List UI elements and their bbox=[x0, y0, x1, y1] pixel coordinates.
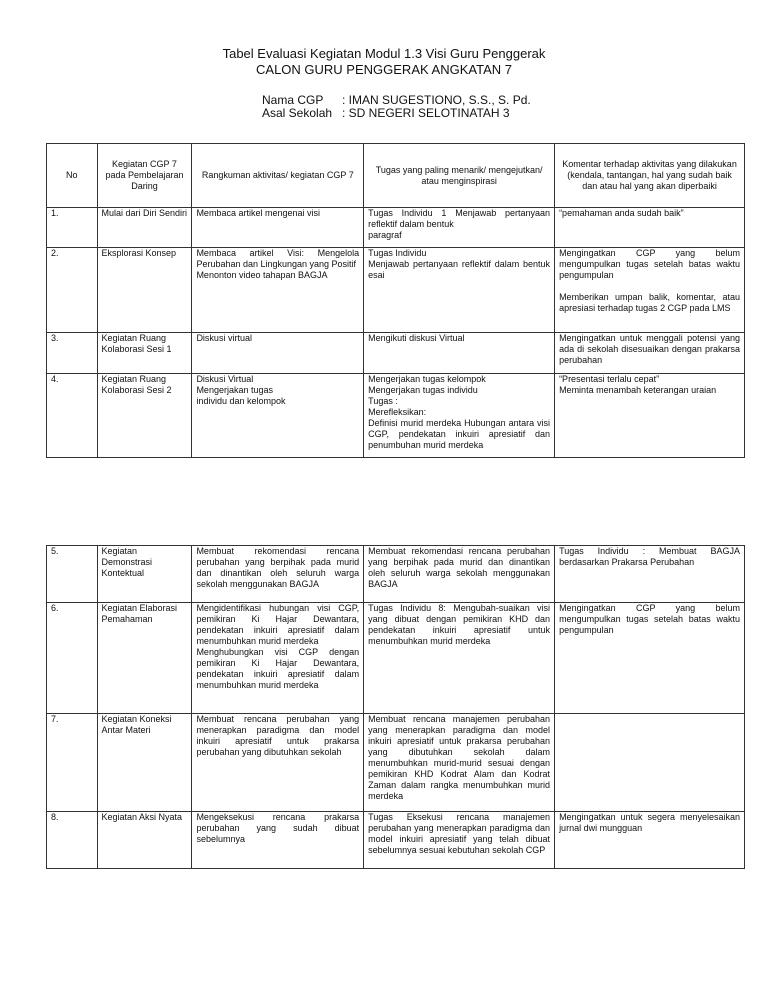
row-number: 7. bbox=[47, 714, 98, 812]
tugas-line: Membuat rekomendasi rencana perubahan yang berpihak pada murid dan dinantikan oleh seluruh warga sekolah menggunakan BAGJA bbox=[368, 546, 551, 589]
column-header-rangkuman: Rangkuman aktivitas/ kegiatan CGP 7 bbox=[192, 144, 364, 208]
komentar-line: Memberikan umpan balik, komentar, atau apresiasi terhadap tugas 2 CGP pada LMS bbox=[559, 292, 740, 313]
row-rangkuman bbox=[192, 333, 364, 374]
row-tugas bbox=[364, 812, 555, 869]
row-tugas bbox=[364, 208, 555, 248]
column-header-kegiatan: Kegiatan CGP 7 pada Pembelajaran Daring bbox=[97, 144, 192, 208]
komentar-line: Mengingatkan CGP yang belum mengumpulkan tugas setelah batas waktu pengumpulan bbox=[559, 248, 740, 280]
row-rangkuman bbox=[192, 248, 364, 333]
table-row bbox=[47, 208, 745, 248]
table-row bbox=[47, 812, 745, 869]
komentar-line: “Presentasi terlalu cepat” bbox=[559, 374, 660, 384]
row-komentar bbox=[555, 374, 745, 458]
row-komentar bbox=[555, 714, 745, 812]
row-tugas bbox=[364, 546, 555, 603]
tugas-line: Tugas Individu 1 Menjawab pertanyaan reflektif dalam bentuk bbox=[368, 208, 551, 229]
table-row bbox=[47, 714, 745, 812]
evaluation-table-page-1 bbox=[46, 143, 745, 458]
row-number: 8. bbox=[47, 812, 98, 869]
row-tugas bbox=[364, 714, 555, 812]
rangkuman-line: Diskusi Virtual bbox=[196, 374, 254, 384]
tugas-line: Tugas Individu 8: Mengubah-suaikan visi yang dibuat dengan pemikiran KHD dan pendekatan inkuiri apresiatif untuk menumbuhkan murid merdeka bbox=[368, 603, 551, 646]
tugas-line: paragraf bbox=[368, 230, 402, 240]
rangkuman-line: individu dan kelompok bbox=[196, 396, 286, 406]
row-kegiatan: Kegiatan Ruang Kolaborasi Sesi 2 bbox=[97, 374, 192, 458]
komentar-line: Mengingatkan untuk segera menyelesaikan jurnal dwi mungguan bbox=[559, 812, 740, 833]
komentar-line: Tugas Individu : Membuat BAGJA berdasarkan Prakarsa Perubahan bbox=[559, 546, 740, 567]
name-value: : IMAN SUGESTIONO, S.S., S. Pd. bbox=[342, 93, 531, 107]
evaluation-table-page-2 bbox=[46, 545, 745, 869]
row-tugas bbox=[364, 374, 555, 458]
rangkuman-line: Mengeksekusi rencana prakarsa perubahan yang sudah dibuat sebelumnya bbox=[196, 812, 360, 844]
row-kegiatan: Kegiatan Elaborasi Pemahaman bbox=[97, 603, 192, 714]
row-komentar bbox=[555, 812, 745, 869]
rangkuman-line: Membuat rekomendasi rencana perubahan yang berpihak pada murid dan dinantikan oleh seluruh warga sekolah menggunakan BAGJA bbox=[196, 546, 360, 589]
row-komentar bbox=[555, 333, 745, 374]
row-number: 1. bbox=[47, 208, 98, 248]
name-line bbox=[262, 93, 531, 107]
rangkuman-line: Menonton video tahapan BAGJA bbox=[196, 270, 328, 280]
row-rangkuman bbox=[192, 208, 364, 248]
row-number: 4. bbox=[47, 374, 98, 458]
rangkuman-line: Mengerjakan tugas bbox=[196, 385, 273, 395]
row-tugas bbox=[364, 248, 555, 333]
row-kegiatan: Mulai dari Diri Sendiri bbox=[97, 208, 192, 248]
row-rangkuman bbox=[192, 546, 364, 603]
column-header-tugas: Tugas yang paling menarik/ mengejutkan/ atau menginspirasi bbox=[364, 144, 555, 208]
table-row bbox=[47, 603, 745, 714]
tugas-line: Membuat rencana manajemen perubahan yang menerapkan paradigma dan model inkuiri apresiatif untuk prakarsa perubahan yang dibutuhkan sekolah dalam menumbuhkan murid-murid sesuai dengan pemikiran KHD Kodrat Alam dan Kodrat Zaman dalam rangka menumbuhkan murid merdeka bbox=[368, 714, 551, 801]
table-row bbox=[47, 546, 745, 603]
column-header-no: No bbox=[47, 144, 98, 208]
komentar-line: Mengingatkan CGP yang belum mengumpulkan tugas setelah batas waktu pengumpulan bbox=[559, 603, 740, 635]
tugas-line: Tugas Eksekusi rencana manajemen perubahan yang menerapkan paradigma dan model inkuiri apresiatif yang telah dibuat sebelumnya sesuai kebutuhan sekolah CGP bbox=[368, 812, 551, 855]
row-komentar bbox=[555, 546, 745, 603]
row-number: 3. bbox=[47, 333, 98, 374]
tugas-line: Merefleksikan: bbox=[368, 407, 427, 417]
tugas-line: Mengerjakan tugas individu bbox=[368, 385, 478, 395]
paragraph-gap bbox=[559, 281, 740, 292]
table-row bbox=[47, 374, 745, 458]
name-label: Nama CGP bbox=[262, 93, 324, 107]
rangkuman-line: Diskusi virtual bbox=[196, 333, 252, 343]
tugas-line: Menjawab pertanyaan reflektif dalam bentuk esai bbox=[368, 259, 551, 280]
table-header-row bbox=[47, 144, 745, 208]
tugas-line: Tugas Individu bbox=[368, 248, 427, 258]
komentar-line: “pemahaman anda sudah baik” bbox=[559, 208, 684, 218]
row-komentar bbox=[555, 208, 745, 248]
rangkuman-line: Membaca artikel mengenai visi bbox=[196, 208, 320, 218]
school-line bbox=[262, 106, 510, 120]
row-kegiatan: Kegiatan Aksi Nyata bbox=[97, 812, 192, 869]
rangkuman-line: Mengidentifikasi hubungan visi CGP, pemikiran Ki Hajar Dewantara, pendekatan inkuiri apresiatif dalam menumbuhkan murid merdeka bbox=[196, 603, 360, 646]
rangkuman-line: Membaca artikel Visi: Mengelola Perubahan dan Lingkungan yang Positif bbox=[196, 248, 360, 269]
row-kegiatan: Eksplorasi Konsep bbox=[97, 248, 192, 333]
document-subtitle: CALON GURU PENGGERAK ANGKATAN 7 bbox=[256, 62, 512, 77]
tugas-line: Mengikuti diskusi Virtual bbox=[368, 333, 465, 343]
rangkuman-line: Menghubungkan visi CGP dengan pemikiran Ki Hajar Dewantara, pendekatan inkuiri apresiatif dalam menumbuhkan murid merdeka bbox=[196, 647, 360, 690]
tugas-line: Mengerjakan tugas kelompok bbox=[368, 374, 486, 384]
column-header-komentar: Komentar terhadap aktivitas yang dilakukan (kendala, tantangan, hal yang sudah baik dan atau hal yang akan diperbaiki bbox=[555, 144, 745, 208]
row-komentar bbox=[555, 248, 745, 333]
row-kegiatan: Kegiatan Demonstrasi Kontektual bbox=[97, 546, 192, 603]
row-rangkuman bbox=[192, 603, 364, 714]
row-rangkuman bbox=[192, 714, 364, 812]
tugas-line: Definisi murid merdeka Hubungan antara visi CGP, pendekatan inkuiri apresiatif dan penumbuhan murid merdeka bbox=[368, 418, 551, 450]
document-title: Tabel Evaluasi Kegiatan Modul 1.3 Visi Guru Penggerak bbox=[222, 46, 546, 61]
row-komentar bbox=[555, 603, 745, 714]
table-row bbox=[47, 333, 745, 374]
row-tugas bbox=[364, 603, 555, 714]
table-row bbox=[47, 248, 745, 333]
school-label: Asal Sekolah bbox=[262, 106, 333, 120]
row-kegiatan: Kegiatan Ruang Kolaborasi Sesi 1 bbox=[97, 333, 192, 374]
row-number: 5. bbox=[47, 546, 98, 603]
rangkuman-line: Membuat rencana perubahan yang menerapkan paradigma dan model inkuiri apresiatif untuk prakarsa perubahan yang dibutuhkan sekolah bbox=[196, 714, 360, 757]
row-tugas bbox=[364, 333, 555, 374]
row-rangkuman bbox=[192, 374, 364, 458]
komentar-line: Meminta menambah keterangan uraian bbox=[559, 385, 717, 395]
row-rangkuman bbox=[192, 812, 364, 869]
row-number: 2. bbox=[47, 248, 98, 333]
school-value: : SD NEGERI SELOTINATAH 3 bbox=[342, 106, 510, 120]
row-kegiatan: Kegiatan Koneksi Antar Materi bbox=[97, 714, 192, 812]
row-number: 6. bbox=[47, 603, 98, 714]
tugas-line: Tugas : bbox=[368, 396, 398, 406]
komentar-line: Mengingatkan untuk menggali potensi yang ada di sekolah disesuaikan dengan prakarsa perubahan bbox=[559, 333, 740, 365]
